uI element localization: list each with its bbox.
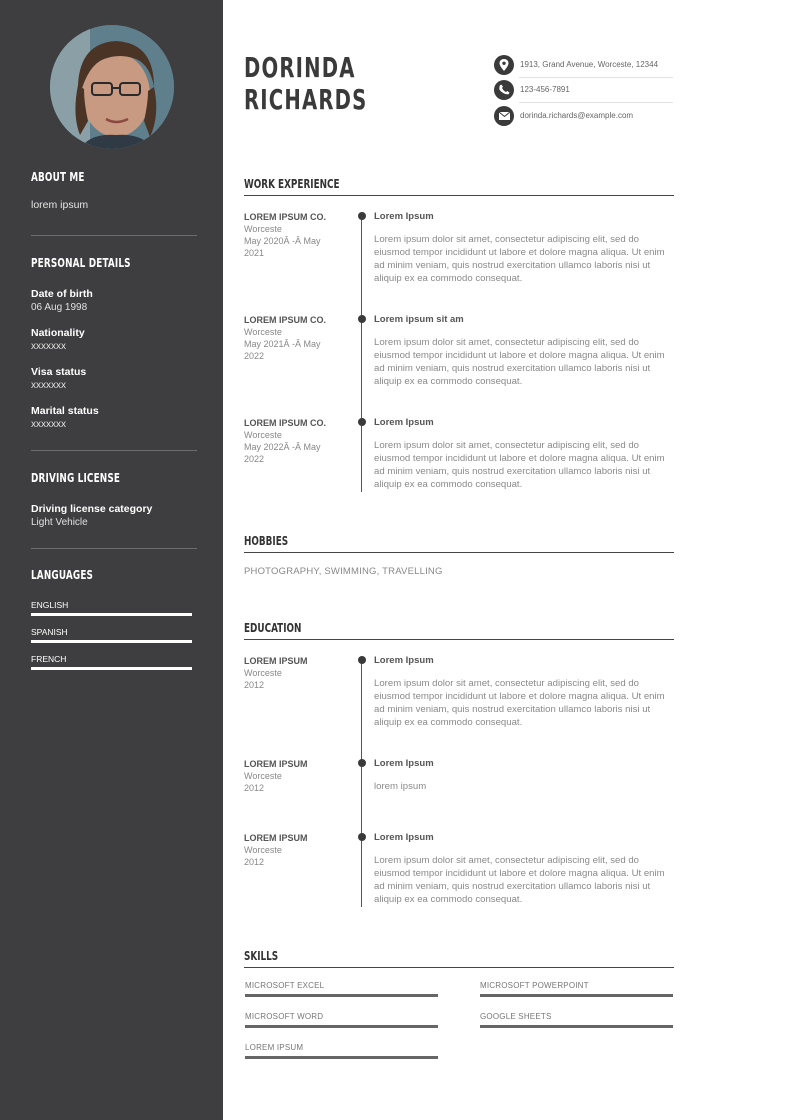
language-level-bar: [31, 613, 192, 616]
company-name: LOREM IPSUM CO.: [244, 212, 327, 222]
about-title: ABOUT ME: [31, 170, 85, 184]
section-rule: [244, 552, 674, 553]
skill-level-bar: [245, 1056, 438, 1059]
work-entry-body: [374, 417, 674, 491]
sidebar: [0, 0, 223, 1120]
language-level-bar: [31, 667, 192, 670]
degree-title: Lorem Ipsum: [374, 758, 434, 769]
school-city: Worceste: [244, 771, 282, 781]
driving-license-label: Driving license category: [31, 503, 153, 515]
skill-item: [480, 1012, 673, 1028]
language-item: [31, 654, 192, 670]
skill-level-bar: [245, 1025, 438, 1028]
driving-license-section: [31, 471, 197, 528]
degree-description: Lorem ipsum dolor sit amet, consectetur adipiscing elit, sed do eiusmod tempor incididunt ut labore et dolore magna aliqua. Ut enim ad minim veniam, quis nostrud exercitation ullamco laboris nisi ut aliquip ex ea commodo consequat.: [374, 678, 665, 728]
detail-value: xxxxxxx: [31, 341, 66, 352]
skill-item: [245, 1043, 438, 1059]
section-rule: [244, 639, 674, 640]
contact-email-text: dorinda.richards@example.com: [520, 111, 634, 120]
detail-value: 06 Aug 1998: [31, 302, 88, 313]
personal-details-title: PERSONAL DETAILS: [31, 256, 131, 270]
job-title: Lorem ipsum sit am: [374, 314, 464, 325]
email-icon: [494, 106, 514, 126]
hobbies-title: HOBBIES: [244, 534, 289, 548]
work-entry-meta: [244, 417, 344, 465]
skill-name: GOOGLE SHEETS: [480, 1012, 552, 1021]
languages-section: [31, 568, 197, 678]
skills-title: SKILLS: [244, 949, 279, 963]
detail-label: Visa status: [31, 366, 87, 378]
timeline-dot: [358, 833, 366, 841]
degree-title: Lorem Ipsum: [374, 655, 434, 666]
sidebar-divider: [31, 450, 197, 451]
profile-photo-image: [50, 25, 174, 149]
skill-name: LOREM IPSUM: [245, 1043, 304, 1052]
work-experience-title: WORK EXPERIENCE: [244, 177, 340, 191]
timeline-dot: [358, 418, 366, 426]
sidebar-divider: [31, 235, 197, 236]
about-text: lorem ipsum: [31, 199, 89, 211]
language-name: ENGLISH: [31, 600, 69, 610]
timeline-dot: [358, 212, 366, 220]
school-city: Worceste: [244, 845, 282, 855]
company-name: LOREM IPSUM CO.: [244, 418, 327, 428]
skill-item: [245, 1012, 438, 1028]
skill-level-bar: [480, 994, 673, 997]
job-description: Lorem ipsum dolor sit amet, consectetur adipiscing elit, sed do eiusmod tempor incididunt ut labore et dolore magna aliqua. Ut enim ad minim veniam, quis nostrud exercitation ullamco laboris nisi ut aliquip ex ea commodo consequat.: [374, 337, 665, 387]
contact-email: [494, 103, 674, 128]
skill-name: MICROSOFT POWERPOINT: [480, 981, 589, 990]
work-timeline: [361, 216, 362, 492]
degree-description: Lorem ipsum dolor sit amet, consectetur adipiscing elit, sed do eiusmod tempor incididunt ut labore et dolore magna aliqua. Ut enim ad minim veniam, quis nostrud exercitation ullamco laboris nisi ut aliquip ex ea commodo consequat.: [374, 855, 665, 905]
last-name: RICHARDS: [244, 83, 368, 116]
contact-phone-text: 123-456-7891: [520, 85, 570, 94]
contact-address-text: 1913, Grand Avenue, Worceste, 12344: [520, 60, 659, 69]
language-item: [31, 627, 192, 643]
company-city: Worceste: [244, 430, 282, 440]
work-dates-end: 2021: [244, 248, 265, 258]
languages-title: LANGUAGES: [31, 568, 94, 582]
driving-license-title: DRIVING LICENSE: [31, 471, 121, 485]
timeline-dot: [358, 759, 366, 767]
education-entry-meta: [244, 655, 344, 691]
section-rule: [244, 967, 674, 968]
phone-icon: [494, 80, 514, 100]
education-entry-body: [374, 758, 674, 793]
skill-item: [480, 981, 673, 997]
education-entry-body: [374, 832, 674, 906]
job-description: Lorem ipsum dolor sit amet, consectetur adipiscing elit, sed do eiusmod tempor incididunt ut labore et dolore magna aliqua. Ut enim ad minim veniam, quis nostrud exercitation ullamco laboris nisi ut aliquip ex ea commodo consequat.: [374, 234, 665, 284]
job-title: Lorem Ipsum: [374, 417, 434, 428]
language-name: SPANISH: [31, 627, 68, 637]
education-entry-meta: [244, 832, 344, 868]
detail-label: Marital status: [31, 405, 99, 417]
personal-detail-item: [31, 366, 86, 391]
skill-name: MICROSOFT EXCEL: [245, 981, 325, 990]
first-name: DORINDA: [244, 51, 356, 84]
job-title: Lorem Ipsum: [374, 211, 434, 222]
detail-label: Date of birth: [31, 288, 93, 300]
contact-address: [494, 52, 674, 77]
work-dates-end: 2022: [244, 454, 265, 464]
personal-detail-item: [31, 405, 99, 430]
school-name: LOREM IPSUM: [244, 656, 308, 666]
work-dates: May 2021Â -Â May: [244, 339, 321, 349]
education-entry-body: [374, 655, 674, 729]
language-name: FRENCH: [31, 654, 67, 664]
work-dates-end: 2022: [244, 351, 265, 361]
education-entry-meta: [244, 758, 344, 794]
sidebar-divider: [31, 548, 197, 549]
education-year: 2012: [244, 857, 265, 867]
skill-level-bar: [245, 994, 438, 997]
detail-value: xxxxxxx: [31, 419, 66, 430]
detail-value: xxxxxxx: [31, 380, 66, 391]
work-entry-body: [374, 211, 674, 285]
skill-name: MICROSOFT WORD: [245, 1012, 324, 1021]
education-year: 2012: [244, 680, 265, 690]
degree-title: Lorem Ipsum: [374, 832, 434, 843]
timeline-dot: [358, 656, 366, 664]
skill-item: [245, 981, 438, 997]
detail-label: Nationality: [31, 327, 85, 339]
company-name: LOREM IPSUM CO.: [244, 315, 327, 325]
language-item: [31, 600, 192, 616]
skill-level-bar: [480, 1025, 673, 1028]
work-dates: May 2020Â -Â May: [244, 236, 321, 246]
hobbies-text: PHOTOGRAPHY, SWIMMING, TRAVELLING: [244, 566, 443, 577]
work-entry-meta: [244, 314, 344, 362]
school-name: LOREM IPSUM: [244, 833, 308, 843]
education-timeline: [361, 660, 362, 907]
company-city: Worceste: [244, 224, 282, 234]
school-name: LOREM IPSUM: [244, 759, 308, 769]
work-entry-meta: [244, 211, 344, 259]
education-title: EDUCATION: [244, 621, 302, 635]
school-city: Worceste: [244, 668, 282, 678]
about-section: [31, 170, 197, 211]
personal-detail-item: [31, 327, 85, 352]
job-description: Lorem ipsum dolor sit amet, consectetur adipiscing elit, sed do eiusmod tempor incididunt ut labore et dolore magna aliqua. Ut enim ad minim veniam, quis nostrud exercitation ullamco laboris nisi ut aliquip ex ea commodo consequat.: [374, 440, 665, 490]
personal-detail-item: [31, 288, 93, 313]
work-dates: May 2022Â -Â May: [244, 442, 321, 452]
section-rule: [244, 195, 674, 196]
candidate-name: [244, 52, 367, 116]
education-year: 2012: [244, 783, 265, 793]
contact-phone: [494, 77, 674, 102]
personal-details-section: [31, 256, 197, 436]
profile-photo: [50, 25, 174, 149]
timeline-dot: [358, 315, 366, 323]
work-entry-body: [374, 314, 674, 388]
degree-description: lorem ipsum: [374, 781, 427, 792]
driving-license-value: Light Vehicle: [31, 517, 88, 528]
company-city: Worceste: [244, 327, 282, 337]
language-level-bar: [31, 640, 192, 643]
location-pin-icon: [494, 55, 514, 75]
